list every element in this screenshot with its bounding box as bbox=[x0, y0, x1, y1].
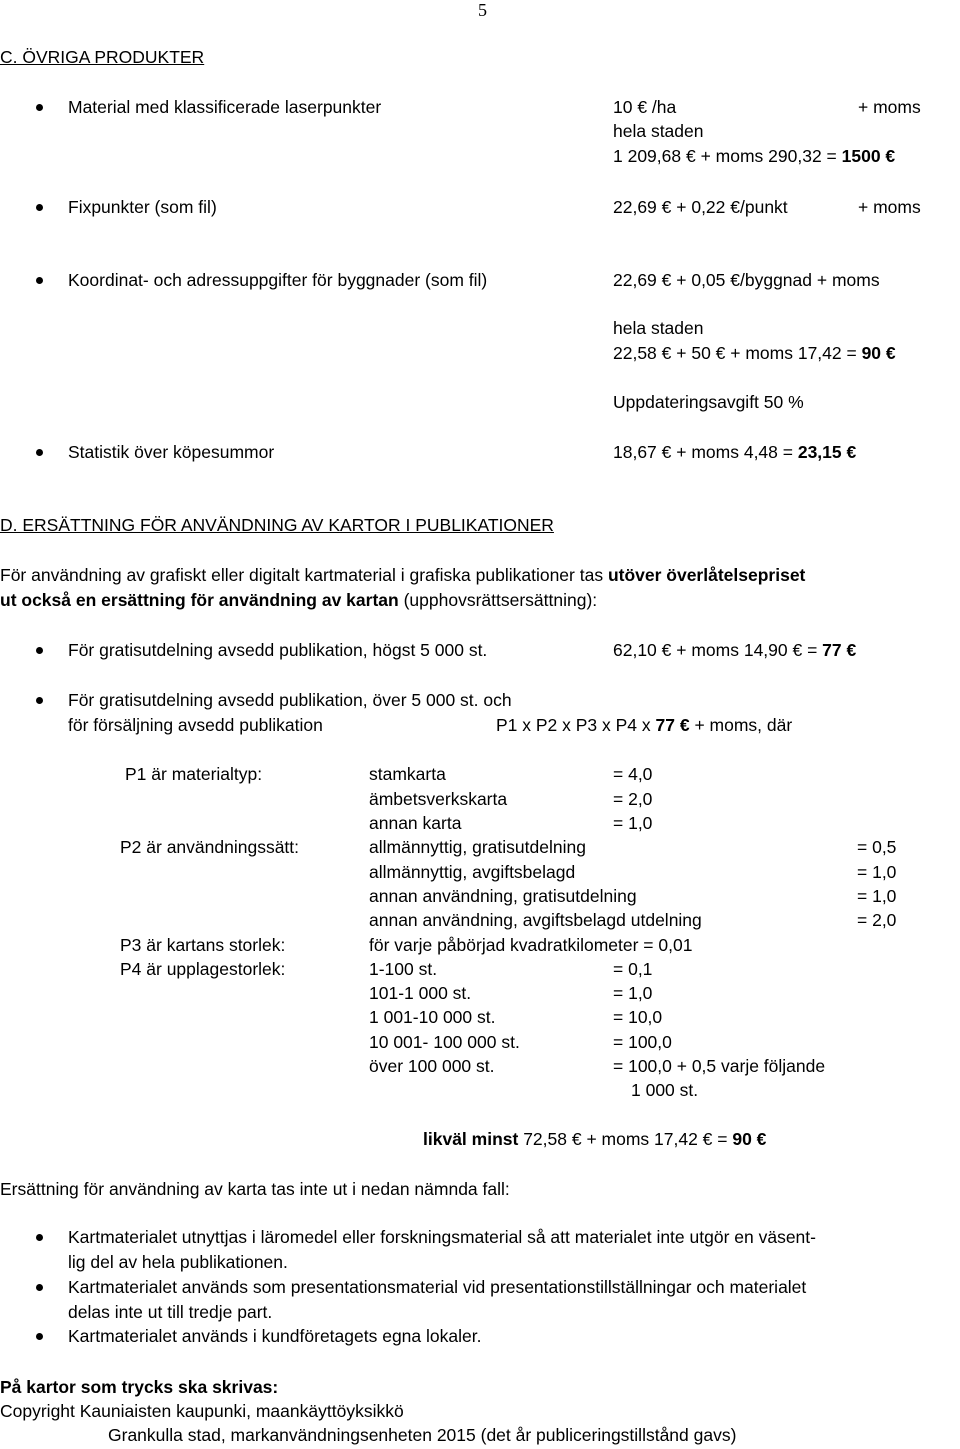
bullet-icon bbox=[36, 449, 43, 456]
p3-row: för varje påbörjad kvadratkilometer = 0,01 bbox=[369, 935, 693, 955]
minimum-price: likväl minst 72,58 € + moms 17,42 € = 90 € bbox=[423, 1129, 767, 1149]
item-laserpunkter-moms: + moms bbox=[858, 97, 921, 117]
print-heading: På kartor som trycks ska skrivas: bbox=[0, 1377, 279, 1397]
item-statistik-label: Statistik över köpesummor bbox=[68, 442, 275, 462]
p4-row-name: 101-1 000 st. bbox=[369, 983, 472, 1003]
p2-row-name: allmännyttig, gratisutdelning bbox=[369, 837, 586, 857]
bullet2-line1: För gratisutdelning avsedd publikation, över 5 000 st. och bbox=[68, 690, 512, 710]
exception-2-line2: delas inte ut till tredje part. bbox=[68, 1302, 273, 1322]
p2-row-name: allmännyttig, avgiftsbelagd bbox=[369, 862, 576, 882]
bullet-icon bbox=[36, 647, 43, 654]
section-d-intro-line1: För användning av grafiskt eller digitalt kartmaterial i grafiska publikationer tas utöver överlåtelsepriset bbox=[0, 565, 806, 585]
bullet-icon bbox=[36, 1284, 43, 1291]
p1-row-name: ämbetsverkskarta bbox=[369, 789, 508, 809]
item-fixpunkter-label: Fixpunkter (som fil) bbox=[68, 197, 217, 217]
item-byggnader-city: hela staden bbox=[613, 318, 704, 338]
item-statistik-price: 18,67 € + moms 4,48 = 23,15 € bbox=[613, 442, 857, 462]
item-byggnader-label: Koordinat- och adressuppgifter för byggnader (som fil) bbox=[68, 270, 488, 290]
bullet-icon bbox=[36, 1234, 43, 1241]
exception-1-line2: lig del av hela publikationen. bbox=[68, 1252, 288, 1272]
p1-row-value: = 2,0 bbox=[613, 789, 653, 809]
bullet-icon bbox=[36, 204, 43, 211]
bullet-icon bbox=[36, 104, 43, 111]
p4-row-name: 10 001- 100 000 st. bbox=[369, 1032, 520, 1052]
bullet1-price: 62,10 € + moms 14,90 € = 77 € bbox=[613, 640, 857, 660]
bullet1-label: För gratisutdelning avsedd publikation, högst 5 000 st. bbox=[68, 640, 488, 660]
p2-row-value: = 1,0 bbox=[857, 862, 897, 882]
item-byggnader-city-price: 22,58 € + 50 € + moms 17,42 = 90 € bbox=[613, 343, 896, 363]
p4-continuation: 1 000 st. bbox=[631, 1080, 699, 1100]
bullet-icon bbox=[36, 1333, 43, 1340]
p2-row-value: = 2,0 bbox=[857, 910, 897, 930]
copyright-line2: Grankulla stad, markanvändningsenheten 2015 (det år publiceringstillstånd gavs) bbox=[108, 1425, 737, 1445]
bullet-icon bbox=[36, 697, 43, 704]
p2-row-name: annan användning, avgiftsbelagd utdelning bbox=[369, 910, 702, 930]
p4-row-value: = 10,0 bbox=[613, 1007, 663, 1027]
exception-2-line1: Kartmaterialet används som presentationsmaterial vid presentationstillställningar och materialet bbox=[68, 1277, 807, 1297]
p1-row-name: stamkarta bbox=[369, 764, 446, 784]
p4-row-name: 1-100 st. bbox=[369, 959, 438, 979]
p4-label: P4 är upplagestorlek: bbox=[120, 959, 286, 979]
exception-1-line1: Kartmaterialet utnyttjas i läromedel eller forskningsmaterial så att materialet inte utgör en väsent- bbox=[68, 1227, 816, 1247]
p1-row-name: annan karta bbox=[369, 813, 462, 833]
section-c-heading: C. ÖVRIGA PRODUKTER bbox=[0, 47, 205, 67]
p4-row-value: = 0,1 bbox=[613, 959, 653, 979]
p4-row-name: över 100 000 st. bbox=[369, 1056, 495, 1076]
section-d-heading: D. ERSÄTTNING FÖR ANVÄNDNING AV KARTOR I PUBLIKATIONER bbox=[0, 515, 554, 535]
item-laserpunkter-city: hela staden bbox=[613, 121, 704, 141]
p1-row-value: = 4,0 bbox=[613, 764, 653, 784]
item-fixpunkter-moms: + moms bbox=[858, 197, 921, 217]
p4-row-value: = 1,0 bbox=[613, 983, 653, 1003]
item-byggnader-update-fee: Uppdateringsavgift 50 % bbox=[613, 392, 804, 412]
exceptions-intro: Ersättning för användning av karta tas inte ut i nedan nämnda fall: bbox=[0, 1179, 510, 1199]
section-d-intro-line2: ut också en ersättning för användning av kartan (upphovsrättsersättning): bbox=[0, 590, 598, 610]
p4-row-value: = 100,0 bbox=[613, 1032, 672, 1052]
bullet-icon bbox=[36, 277, 43, 284]
item-byggnader-price: 22,69 € + 0,05 €/byggnad + moms bbox=[613, 270, 880, 290]
item-laserpunkter-label: Material med klassificerade laserpunkter bbox=[68, 97, 382, 117]
p1-row-value: = 1,0 bbox=[613, 813, 653, 833]
p2-label: P2 är användningssätt: bbox=[120, 837, 300, 857]
page-number: 5 bbox=[478, 0, 487, 20]
bullet2-line2: för försäljning avsedd publikation bbox=[68, 715, 323, 735]
p2-row-value: = 1,0 bbox=[857, 886, 897, 906]
copyright-line1: Copyright Kauniaisten kaupunki, maankäyttöyksikkö bbox=[0, 1401, 404, 1421]
p4-row-name: 1 001-10 000 st. bbox=[369, 1007, 496, 1027]
p2-row-name: annan användning, gratisutdelning bbox=[369, 886, 637, 906]
bullet2-formula: P1 x P2 x P3 x P4 x 77 € + moms, där bbox=[496, 715, 793, 735]
item-laserpunkter-city-price: 1 209,68 € + moms 290,32 = 1500 € bbox=[613, 146, 896, 166]
item-laserpunkter-price: 10 € /ha bbox=[613, 97, 677, 117]
p2-row-value: = 0,5 bbox=[857, 837, 897, 857]
p1-label: P1 är materialtyp: bbox=[125, 764, 263, 784]
exception-3-line1: Kartmaterialet används i kundföretagets egna lokaler. bbox=[68, 1326, 482, 1346]
p4-row-value: = 100,0 + 0,5 varje följande bbox=[613, 1056, 826, 1076]
item-fixpunkter-price: 22,69 € + 0,22 €/punkt bbox=[613, 197, 788, 217]
p3-label: P3 är kartans storlek: bbox=[120, 935, 286, 955]
